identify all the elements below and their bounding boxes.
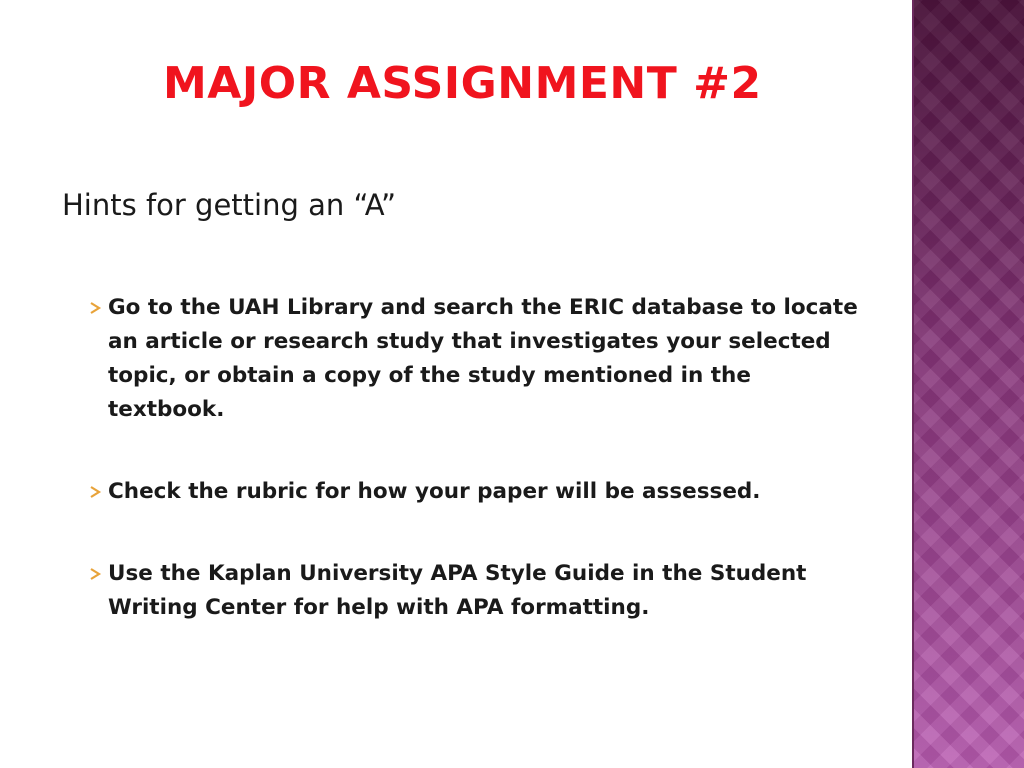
- arrow-bullet-icon: [88, 557, 108, 591]
- list-item: [88, 557, 858, 625]
- bullet-list: [88, 291, 858, 673]
- list-item: [88, 475, 858, 509]
- bullet-text: Check the rubric for how your paper will be assessed.: [108, 479, 761, 504]
- slide-title: MAJOR ASSIGNMENT #2: [163, 58, 762, 109]
- arrow-bullet-icon: [88, 475, 108, 509]
- bullet-text: Use the Kaplan University APA Style Guide in the Student Writing Center for help with APA formatting.: [108, 561, 807, 620]
- arrow-bullet-icon: [88, 291, 108, 325]
- list-item: [88, 291, 858, 427]
- decorative-side-band: [912, 0, 1024, 768]
- slide-subtitle: Hints for getting an “A”: [62, 188, 397, 222]
- bullet-text: Go to the UAH Library and search the ERIC database to locate an article or research study that investigates your selected topic, or obtain a copy of the study mentioned in the textbook.: [108, 295, 858, 422]
